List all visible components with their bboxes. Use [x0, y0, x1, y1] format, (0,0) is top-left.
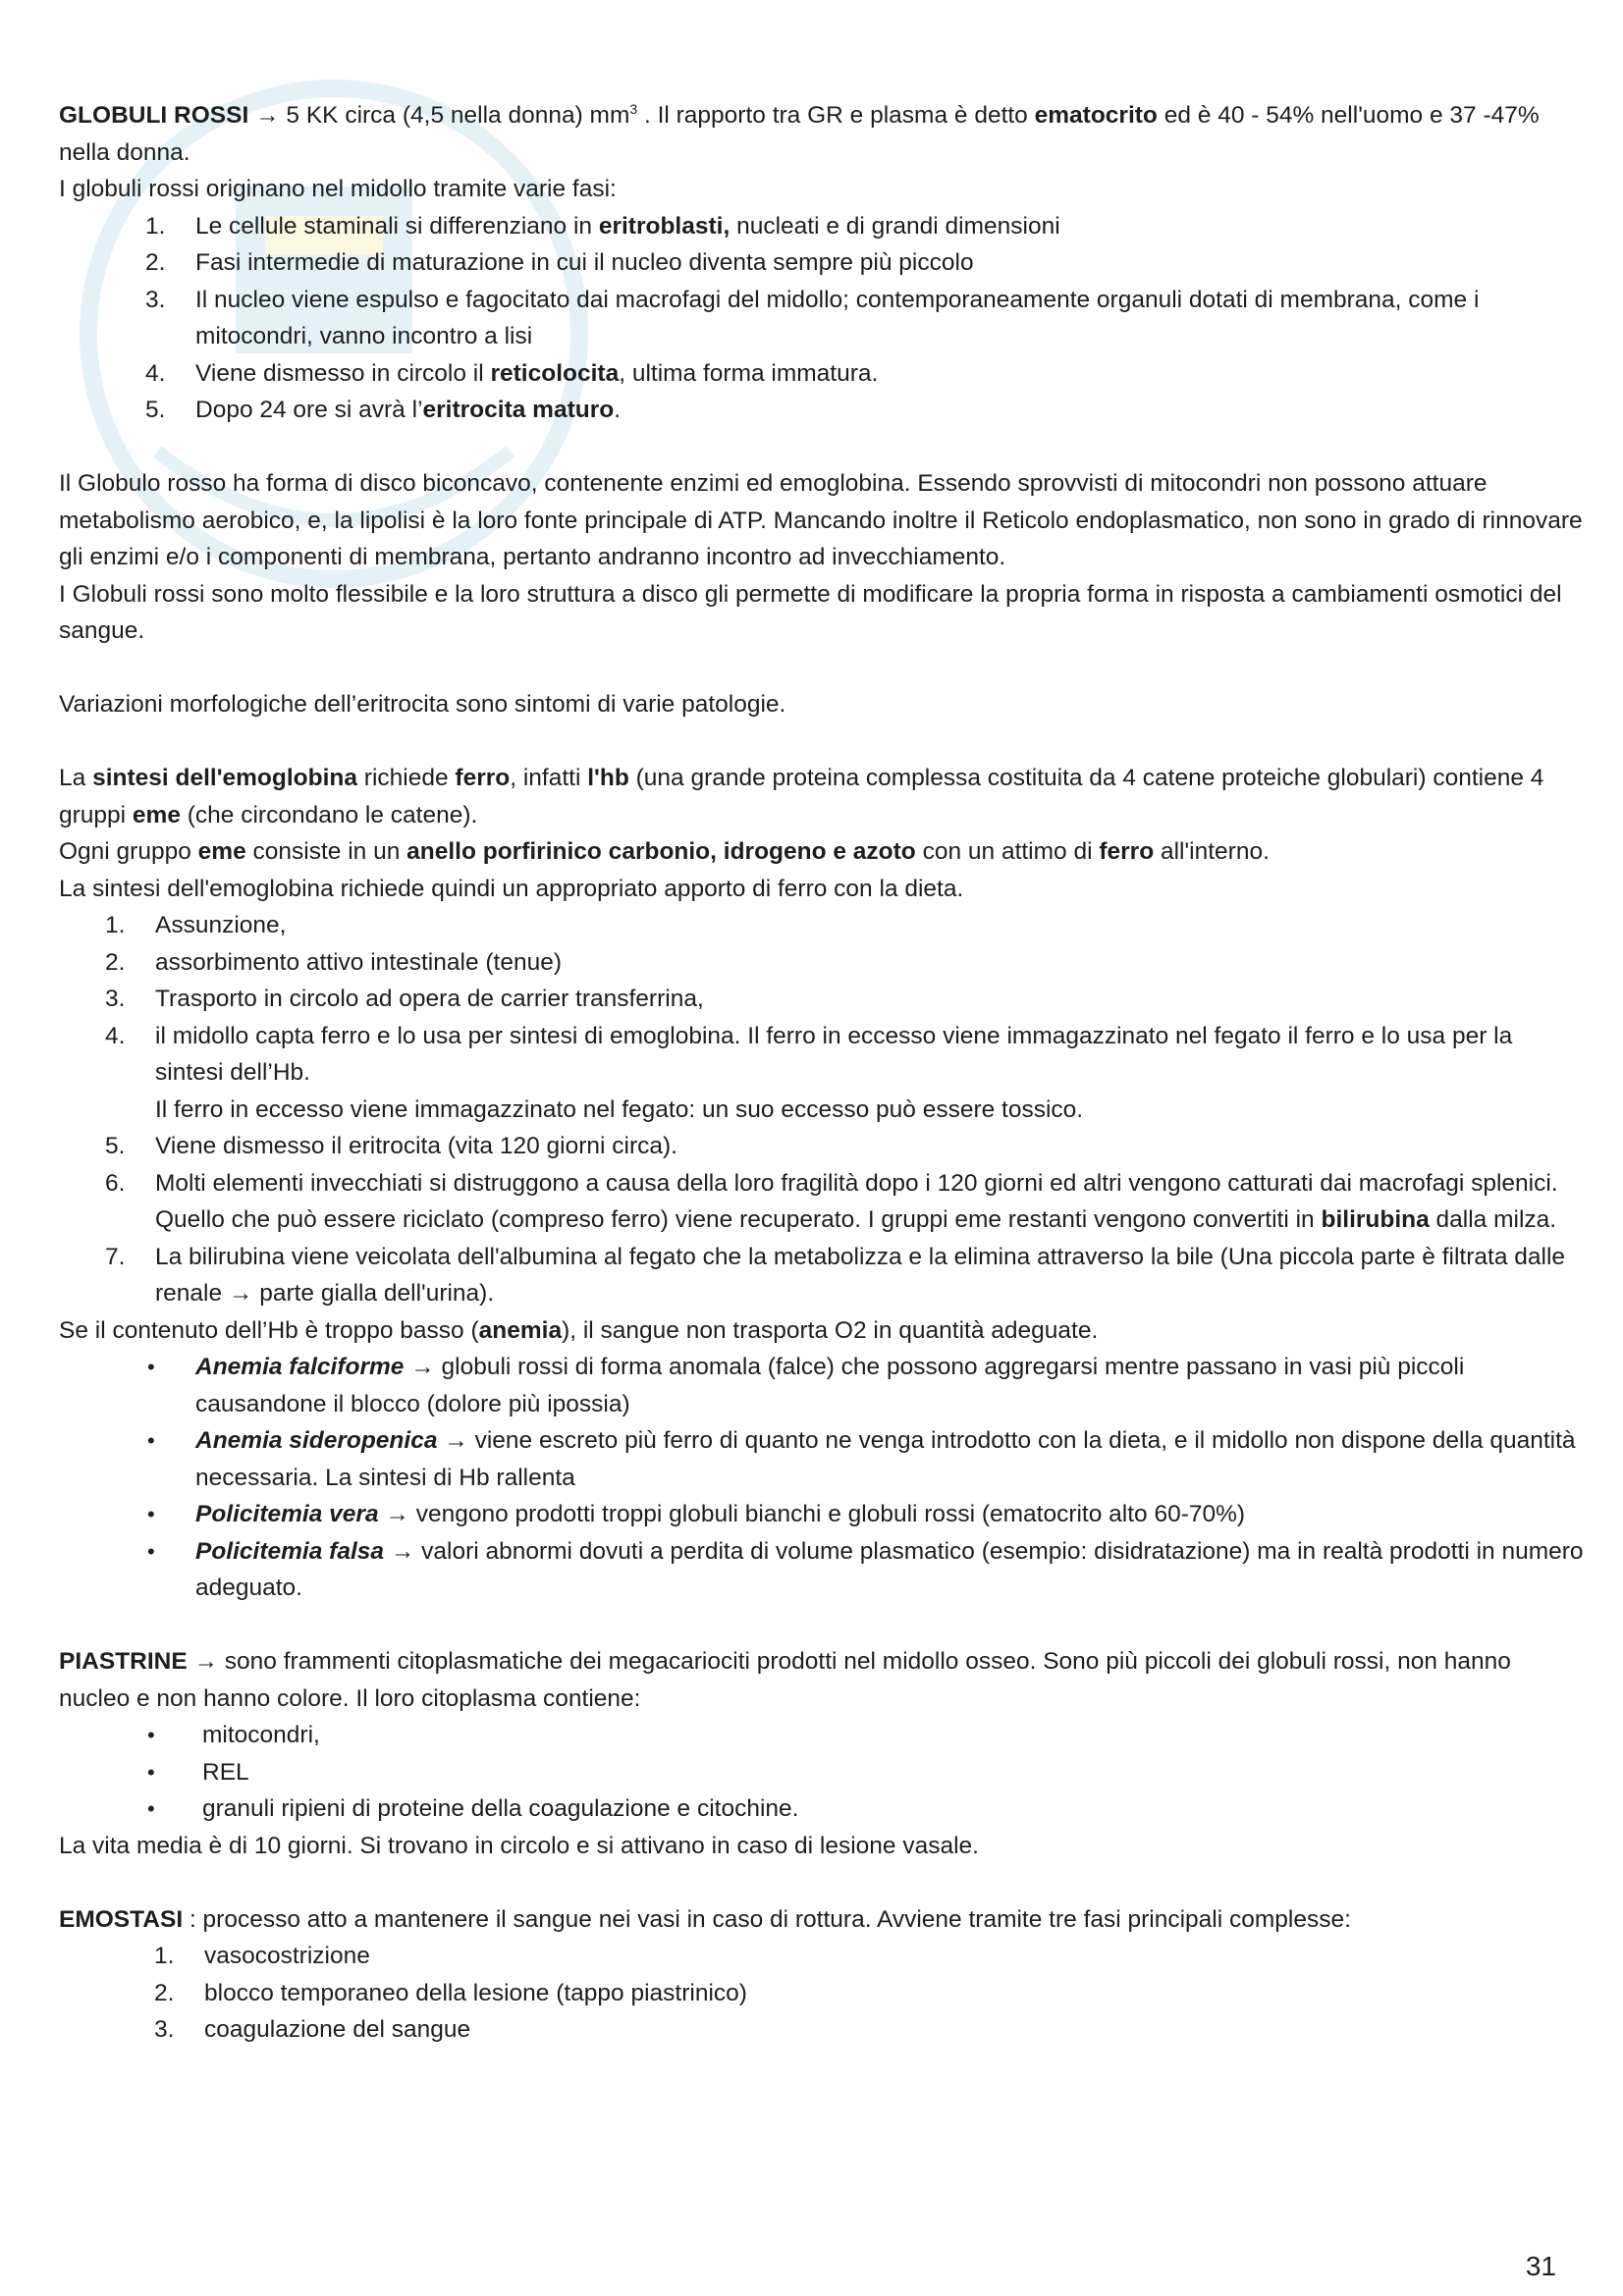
term-globuli-rossi: GLOBULI ROSSI [59, 102, 249, 130]
bullet-icon: • [147, 1759, 155, 1785]
iron-cycle-list [59, 907, 1586, 1312]
bullet-icon: • [147, 1538, 155, 1564]
list-item: 3. Il nucleo viene espulso e fagocitato dai macrofagi del midollo; contemporaneamente organuli dotati di membrana, come i mitocondri, vanno incontro a lisi [145, 286, 1480, 350]
list-item: • granuli ripieni di proteine della coagulazione e citochine. [59, 1790, 1586, 1828]
list-item: • Anemia falciforme → globuli rossi di forma anomala (falce) che possono aggregarsi mentre passano in vasi più piccoli causandone il blocco (dolore più ipossia) [59, 1349, 1586, 1422]
paragraph-hb-synthesis: La sintesi dell'emoglobina richiede ferro, infatti l'hb (una grande proteina complessa costituita da 4 catene proteiche globulari) contiene 4 gruppi eme (che circondano le catene). [59, 765, 1544, 828]
paragraph-origin: I globuli rossi originano nel midollo tramite varie fasi: [59, 176, 617, 203]
list-item: 4. il midollo capta ferro e lo usa per sintesi di emoglobina. Il ferro in eccesso viene immagazzinato nel fegato il ferro e lo usa per la sintesi dell’Hb. Il ferro in eccesso viene immagazzinato nel fegato: un suo eccesso può essere tossico. [105, 1022, 1513, 1123]
list-item: 4. Viene dismesso in circolo il reticolocita, ultima forma immatura. [145, 359, 879, 387]
paragraph-emostasi: EMOSTASI : processo atto a mantenere il sangue nei vasi in caso di rottura. Avviene tramite tre fasi principali complesse: [59, 1905, 1351, 1933]
list-item: 5. Viene dismesso il eritrocita (vita 120 giorni circa). [105, 1133, 677, 1160]
maturation-list [59, 208, 1586, 429]
pathology-list [59, 1349, 1586, 1607]
paragraph-flexibility: I Globuli rossi sono molto flessibile e la loro struttura a disco gli permette di modificare la propria forma in risposta a cambiamenti osmotici del sangue. [59, 580, 1562, 645]
list-item: 1. Le cellule staminali si differenziano in eritroblasti, nucleati e di grandi dimensioni [145, 212, 1060, 240]
document-page [59, 91, 1586, 2049]
bullet-icon: • [147, 1355, 155, 1380]
paragraph-anemia: Se il contenuto dell’Hb è troppo basso (anemia), il sangue non trasporta O2 in quantità adeguate. [59, 1316, 1099, 1344]
list-item: 7. La bilirubina viene veicolata dell'albumina al fegato che la metabolizza e la elimina attraverso la bile (Una piccola parte è filtrata dalle renale → parte gialla dell'urina). [105, 1243, 1566, 1308]
page-number: 31 [1525, 2251, 1556, 2281]
list-item: 2. blocco temporaneo della lesione (tappo piastrinico) [154, 1979, 747, 2006]
paragraph-piastrine: PIASTRINE → sono frammenti citoplasmatiche dei megacariociti prodotti nel midollo osseo. Sono più piccoli dei globuli rossi, non hanno nucleo e non hanno colore. Il loro citoplasma contiene: [59, 1648, 1511, 1712]
paragraph-iron-diet: La sintesi dell'emoglobina richiede quindi un appropriato apporto di ferro con la dieta. [59, 875, 964, 902]
list-item: 3. coagulazione del sangue [154, 2016, 471, 2044]
list-item: • Policitemia vera → vengono prodotti troppi globuli bianchi e globuli rossi (ematocrito alto 60-70%) [59, 1496, 1586, 1533]
bullet-icon: • [147, 1502, 155, 1527]
list-item: • Policitemia falsa → valori abnormi dovuti a perdita di volume plasmatico (esempio: disidratazione) ma in realtà prodotti in numero adeguato. [59, 1533, 1586, 1607]
list-item: 5. Dopo 24 ore si avrà l’eritrocita maturo. [145, 397, 622, 424]
paragraph-globuli-rossi: GLOBULI ROSSI → 5 KK circa (4,5 nella donna) $mm^3$ . Il rapporto tra GR e plasma è detto ematocrito ed è 40 - 54% nell'uomo e 37 -47% nella donna. [59, 101, 1540, 166]
list-item: 1. Assunzione, [105, 912, 287, 939]
paragraph-shape: Il Globulo rosso ha forma di disco biconcavo, contenente enzimi ed emoglobina. Essendo sprovvisti di mitocondri non possono attuare metabolismo aerobico, e, la lipolisi è la loro fonte principale di ATP. Mancando inoltre il Reticolo endoplasmatico, non sono in grado di rinnovare gli enzimi e/o i componenti di membrana, pertanto andranno incontro ad invecchiamento. [59, 470, 1583, 571]
list-item: 2. assorbimento attivo intestinale (tenue) [105, 948, 562, 976]
list-item: • mitocondri, [59, 1717, 1586, 1754]
list-item: 2. Fasi intermedie di maturazione in cui il nucleo diventa sempre più piccolo [145, 249, 974, 277]
list-item: 3. Trasporto in circolo ad opera de carrier transferrina, [105, 986, 704, 1013]
hemostasis-phases-list [59, 1938, 1586, 2049]
bullet-icon: • [147, 1428, 155, 1454]
list-item: 1. vasocostrizione [154, 1943, 370, 1970]
paragraph-eme: Ogni gruppo eme consiste in un anello porfirinico carbonio, idrogeno e azoto con un attimo di ferro all'interno. [59, 838, 1270, 866]
bullet-icon: • [147, 1796, 155, 1822]
paragraph-platelet-life: La vita media è di 10 giorni. Si trovano in circolo e si attivano in caso di lesione vasale. [59, 1832, 979, 1859]
platelet-content-list [59, 1717, 1586, 1828]
paragraph-variations: Variazioni morfologiche dell’eritrocita sono sintomi di varie patologie. [59, 691, 786, 719]
list-item: • Anemia sideropenica → viene escreto più ferro di quanto ne venga introdotto con la dieta, e il midollo non dispone della quantità necessaria. La sintesi di Hb rallenta [59, 1422, 1586, 1496]
bullet-icon: • [147, 1723, 155, 1748]
list-item: 6. Molti elementi invecchiati si distruggono a causa della loro fragilità dopo i 120 giorni ed altri vengono catturati dai macrofagi splenici. Quello che può essere riciclato (compreso ferro) viene recuperato. I gruppi eme restanti vengono convertiti in bilirubina dalla milza. [105, 1169, 1558, 1234]
list-item: • REL [59, 1754, 1586, 1791]
